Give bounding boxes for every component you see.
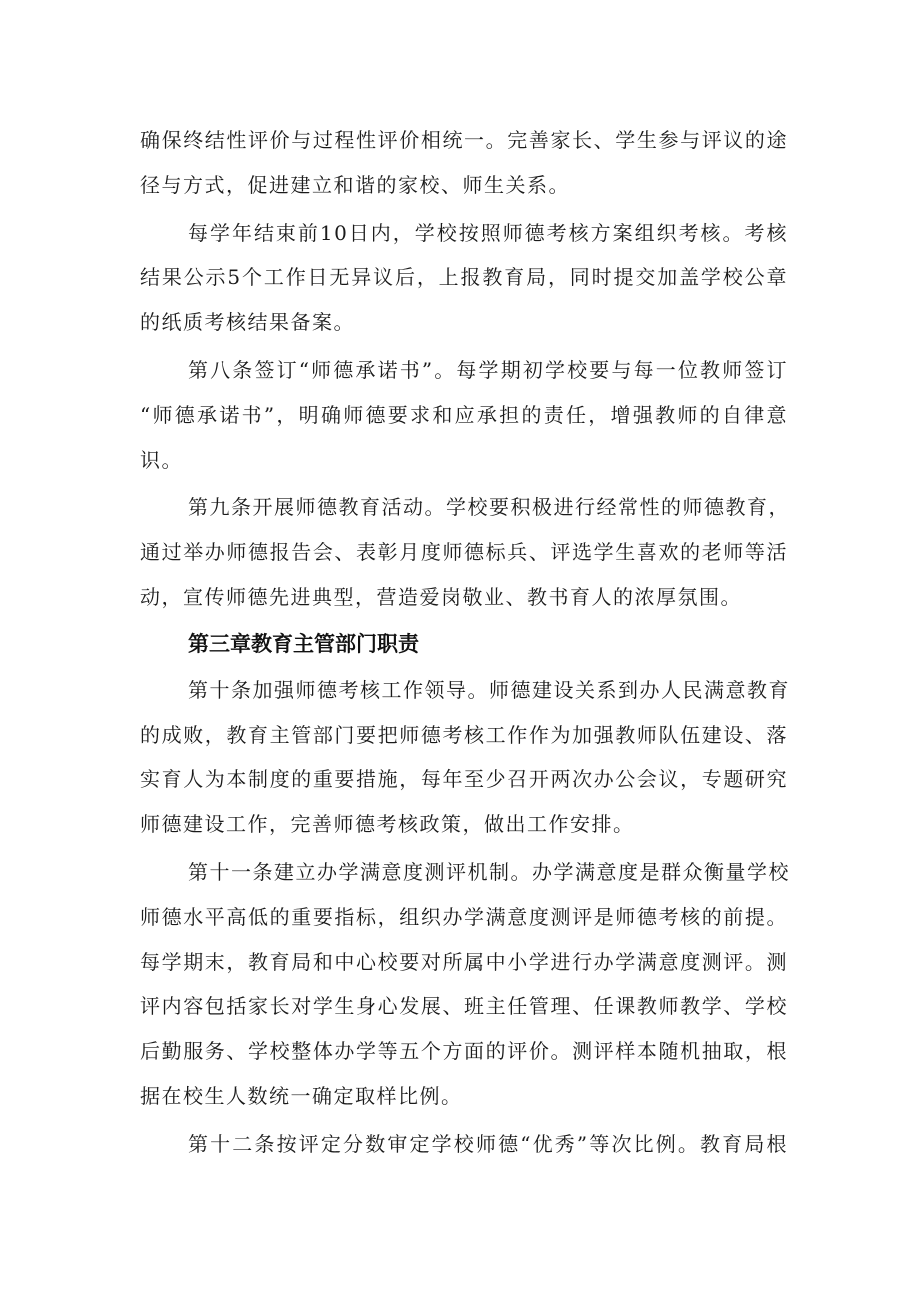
paragraph-line: 师德建设工作，完善师德考核政策，做出工作安排。	[140, 812, 635, 837]
article-10-line: 第十条加强师德考核工作领导。师德建设关系到办人民满意教育	[188, 677, 790, 702]
paragraph-line: 的成败，教育主管部门要把师德考核工作作为加强教师队伍建设、落	[140, 722, 788, 747]
article-9-line: 第九条开展师德教育活动。学校要积极进行经常性的师德教育，	[188, 495, 790, 520]
paragraph-line: 的纸质考核结果备案。	[140, 310, 355, 335]
paragraph-line: 据在校生人数统一确定取样比例。	[140, 1083, 463, 1108]
paragraph-line: 后勤服务、学校整体办学等五个方面的评价。测评样本随机抽取，根	[140, 1039, 788, 1064]
paragraph-line: 识。	[140, 447, 183, 472]
document-body	[140, 118, 788, 1167]
paragraph-line: 动，宣传师德先进典型，营造爱岗敬业、教书育人的浓厚氛围。	[140, 584, 742, 609]
paragraph-line: 通过举办师德报告会、表彰月度师德标兵、评选学生喜欢的老师等活	[140, 540, 788, 565]
article-12-line: 第十二条按评定分数审定学校师德“优秀”等次比例。教育局根	[188, 1131, 788, 1156]
paragraph-line: 结果公示5个工作日无异议后，上报教育局，同时提交加盖学校公章	[140, 265, 788, 290]
paragraph-line: 径与方式，促进建立和谐的家校、师生关系。	[140, 172, 570, 197]
paragraph-line: “师德承诺书”，明确师德要求和应承担的责任，增强教师的自律意	[140, 402, 788, 427]
paragraph-line: 确保终结性评价与过程性评价相统一。完善家长、学生参与评议的途	[140, 128, 788, 152]
paragraph-line: 实育人为本制度的重要措施，每年至少召开两次办公会议，专题研究	[140, 767, 788, 792]
article-11-line: 第十一条建立办学满意度测评机制。办学满意度是群众衡量学校	[188, 859, 790, 884]
paragraph-line: 师德水平高低的重要指标，组织办学满意度测评是师德考核的前提。	[140, 904, 788, 929]
chapter-heading: 第三章教育主管部门职责	[188, 631, 419, 656]
article-8-line: 第八条签订“师德承诺书”。每学期初学校要与每一位教师签订	[188, 357, 788, 382]
paragraph-line: 每学期末，教育局和中心校要对所属中小学进行办学满意度测评。测	[140, 949, 788, 974]
paragraph-line: 评内容包括家长对学生身心发展、班主任管理、任课教师教学、学校	[140, 994, 788, 1019]
paragraph-line: 每学年结束前10日内，学校按照师德考核方案组织考核。考核	[188, 220, 788, 245]
